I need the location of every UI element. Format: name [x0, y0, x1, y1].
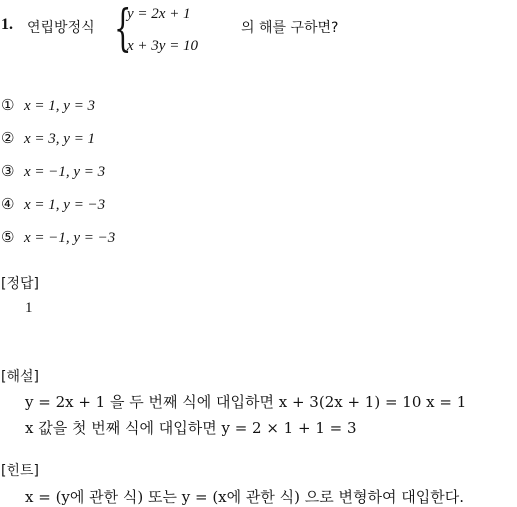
hint-heading: [힌트]: [1, 463, 39, 479]
choice-mark: ③: [1, 162, 15, 180]
system-brace: {: [114, 0, 132, 57]
equation-2: x + 3y = 10: [127, 38, 199, 54]
answer-value: 1: [25, 300, 33, 316]
hint-line-1: x = (y에 관한 식) 또는 y = (x에 관한 식) 으로 변형하여 대입한다.: [25, 488, 464, 506]
choice-text: x = −1, y = −3: [24, 230, 116, 246]
equation-1: y = 2x + 1: [127, 6, 191, 22]
choice-1[interactable]: [1, 96, 95, 115]
choice-text: x = 1, y = −3: [24, 197, 106, 213]
choice-2[interactable]: [1, 129, 95, 148]
choice-mark: ④: [1, 195, 15, 213]
choice-4[interactable]: [1, 195, 105, 214]
choice-3[interactable]: [1, 162, 105, 181]
choice-mark: ①: [1, 96, 15, 114]
explanation-line-2: x 값을 첫 번째 식에 대입하면 y = 2 × 1 + 1 = 3: [25, 419, 357, 437]
question-lead-text: 연립방정식: [27, 20, 95, 36]
choice-text: x = 3, y = 1: [24, 131, 96, 147]
question-number: 1.: [1, 16, 13, 33]
choice-text: x = −1, y = 3: [24, 164, 106, 180]
choice-5[interactable]: [1, 228, 115, 247]
choice-text: x = 1, y = 3: [24, 98, 96, 114]
choice-mark: ⑤: [1, 228, 15, 246]
explanation-heading: [해설]: [1, 369, 39, 385]
choice-mark: ②: [1, 129, 15, 147]
answer-heading: [정답]: [1, 276, 39, 292]
question-tail-text: 의 해를 구하면?: [241, 20, 339, 36]
explanation-line-1: y = 2x + 1 을 두 번째 식에 대입하면 x + 3(2x + 1) = 10 x = 1: [25, 393, 467, 411]
